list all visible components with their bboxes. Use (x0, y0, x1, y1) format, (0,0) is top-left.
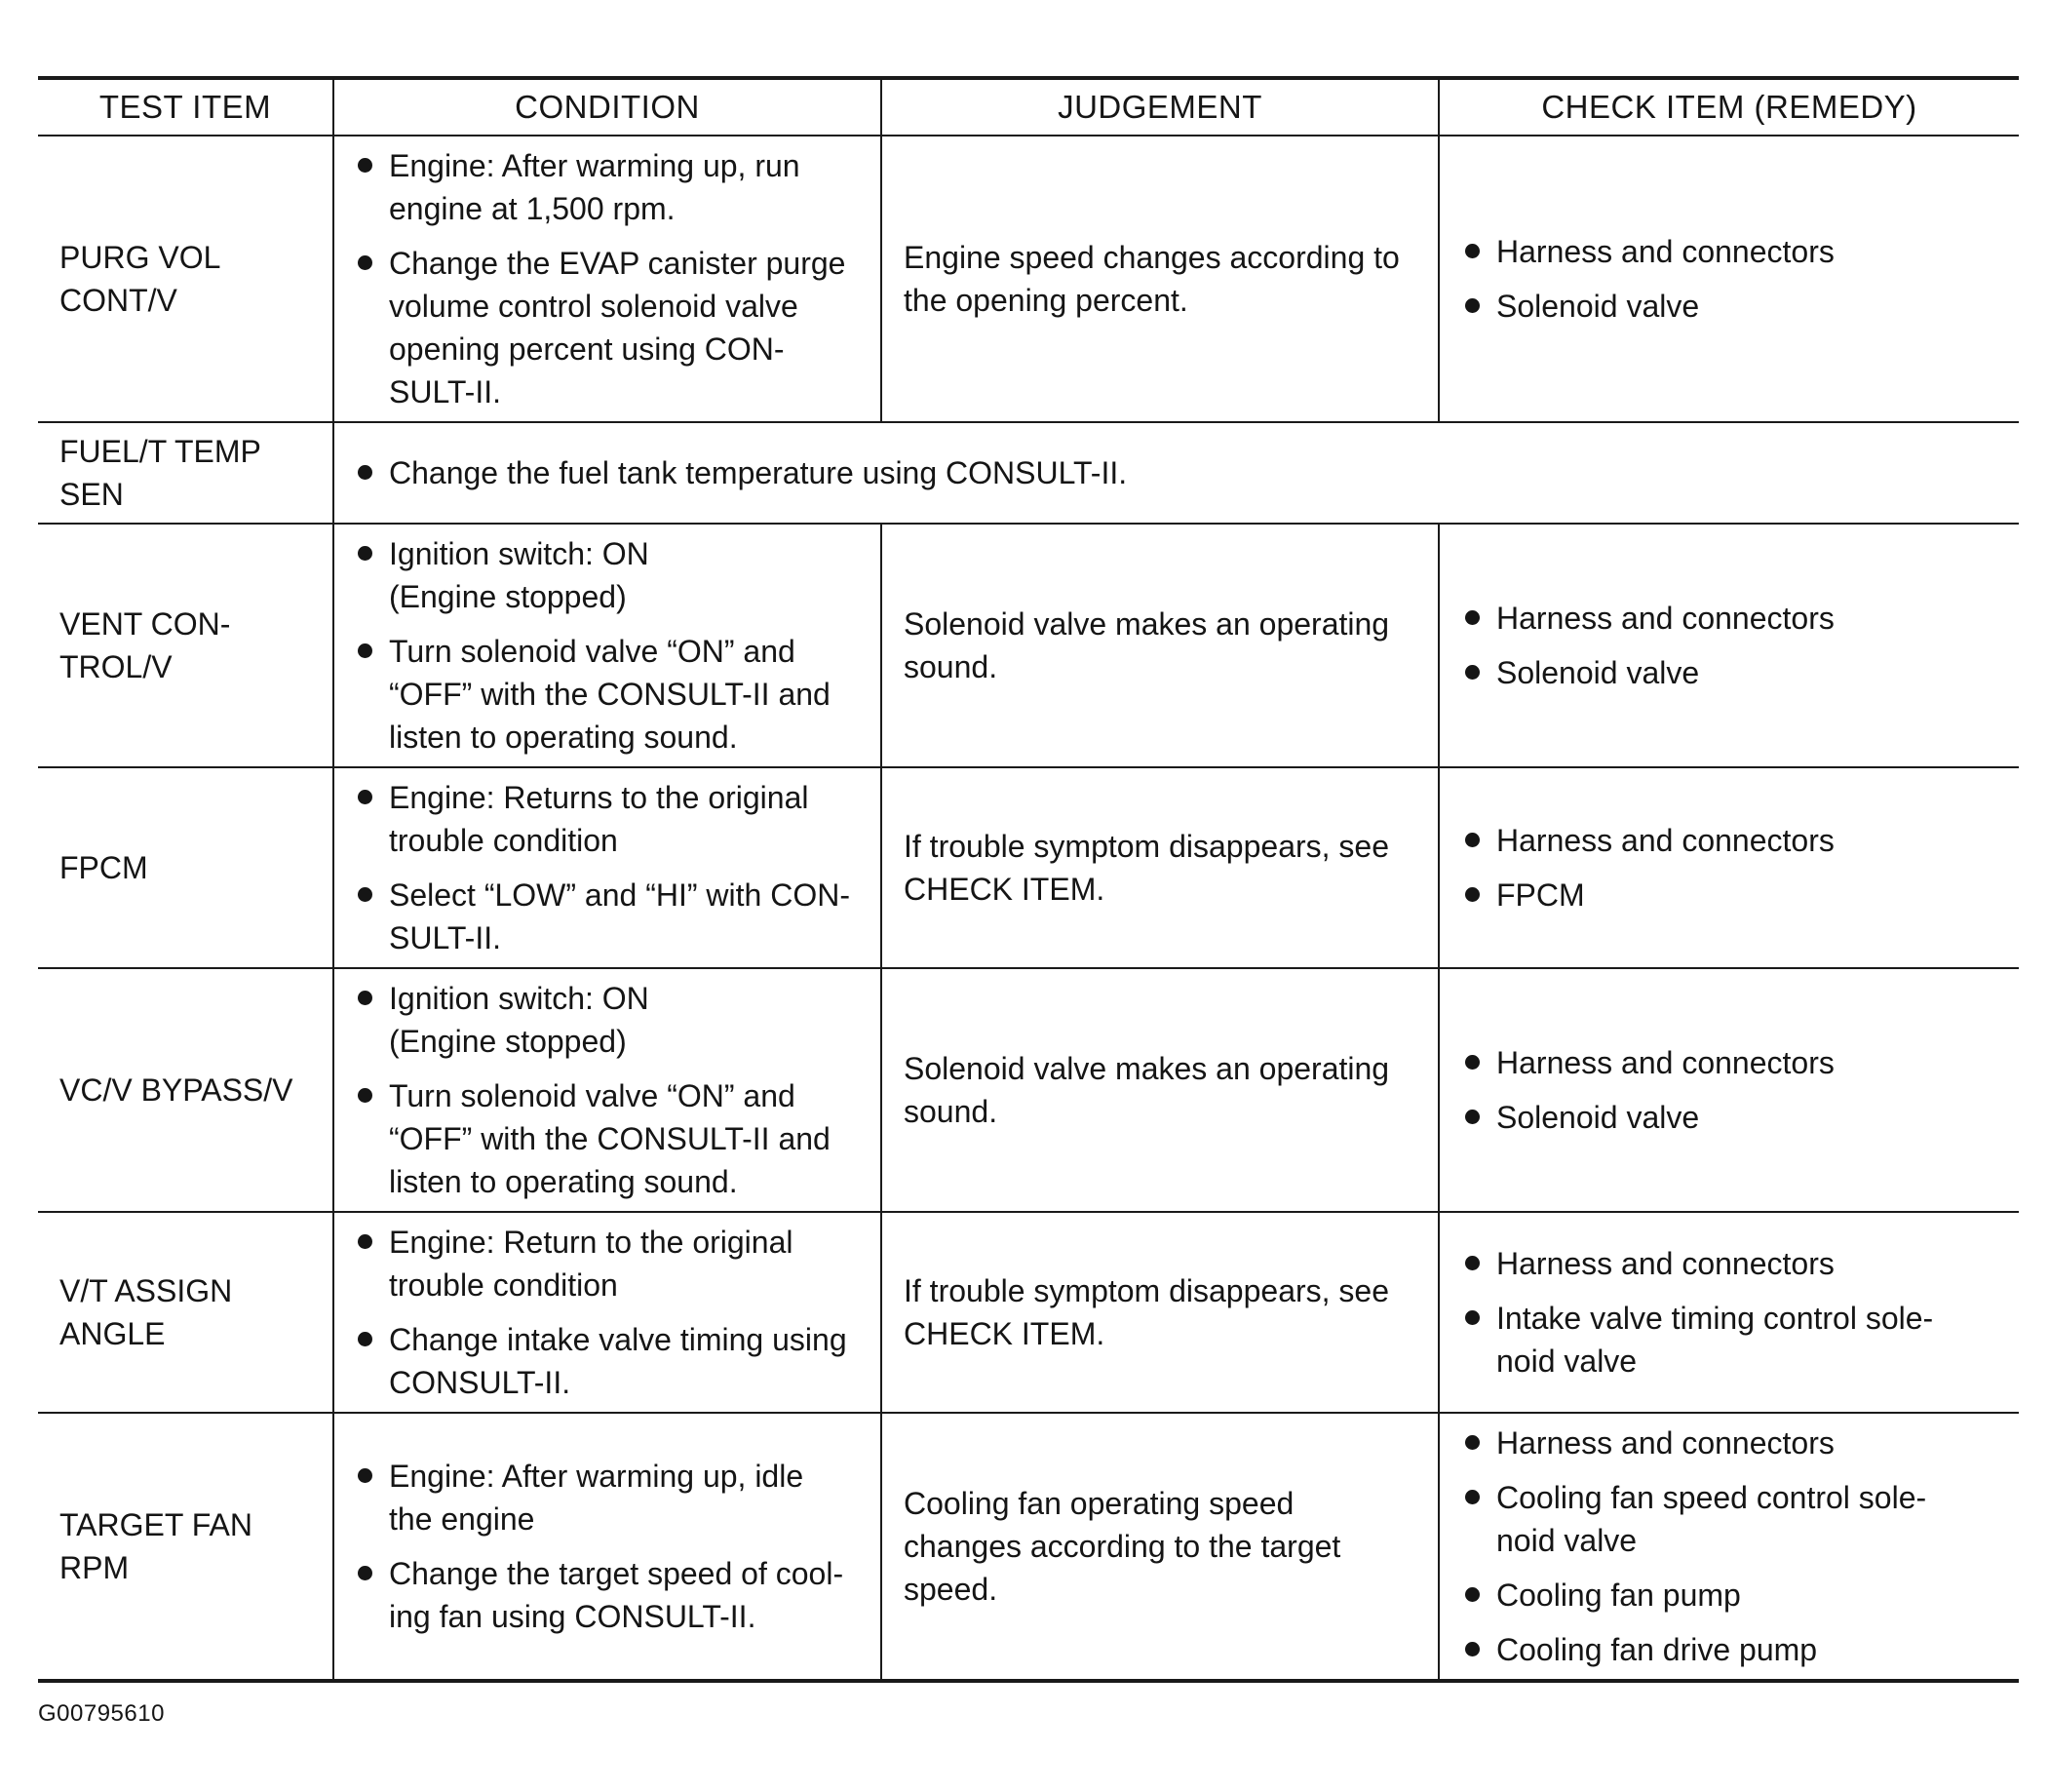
check-bullet: Cooling fan pump (1463, 1574, 2003, 1617)
header-test-item: TEST ITEM (38, 78, 333, 136)
condition-bullet: Select “LOW” and “HI” with CON- SULT-II. (356, 874, 870, 959)
check-bullet: Solenoid valve (1463, 651, 2003, 694)
condition-span-cell (333, 422, 2019, 524)
check-bullet: Harness and connectors (1463, 819, 2003, 862)
header-judgement: JUDGEMENT (881, 78, 1439, 136)
condition-cell (333, 136, 881, 422)
judgement-cell: Engine speed changes according to the opening percent. (881, 136, 1439, 422)
check-item-cell (1439, 968, 2019, 1212)
test-item-cell: FPCM (38, 767, 333, 968)
check-bullet: Intake valve timing control sole- noid valve (1463, 1297, 2003, 1383)
condition-cell (333, 767, 881, 968)
condition-list (356, 1221, 870, 1404)
condition-bullet: Turn solenoid valve “ON” and “OFF” with the CONSULT-II and listen to operating sound. (356, 1074, 870, 1203)
condition-bullet: Change the target speed of cool- ing fan using CONSULT-II. (356, 1552, 870, 1638)
condition-list (356, 532, 870, 759)
check-bullet: Harness and connectors (1463, 1041, 2003, 1084)
condition-list (356, 1455, 870, 1638)
condition-bullet: Engine: Return to the original trouble condition (356, 1221, 870, 1306)
condition-list (356, 451, 2009, 494)
condition-bullet: Engine: After warming up, run engine at 1,500 rpm. (356, 144, 870, 230)
table-row (38, 524, 2019, 767)
test-item-table (38, 76, 2019, 1683)
test-item-cell: VENT CON- TROL/V (38, 524, 333, 767)
table-row (38, 968, 2019, 1212)
check-list (1463, 597, 2003, 694)
condition-bullet: Ignition switch: ON (Engine stopped) (356, 977, 870, 1063)
table-row (38, 422, 2019, 524)
check-list (1463, 1422, 2003, 1671)
table-row (38, 1413, 2019, 1681)
check-list (1463, 819, 2003, 916)
test-item-cell: V/T ASSIGN ANGLE (38, 1212, 333, 1413)
header-row (38, 78, 2019, 136)
header-check-item: CHECK ITEM (REMEDY) (1439, 78, 2019, 136)
check-bullet: Harness and connectors (1463, 597, 2003, 640)
check-item-cell (1439, 1413, 2019, 1681)
check-bullet: FPCM (1463, 874, 2003, 916)
test-item-cell: TARGET FAN RPM (38, 1413, 333, 1681)
judgement-cell: Solenoid valve makes an operating sound. (881, 524, 1439, 767)
condition-cell (333, 968, 881, 1212)
judgement-cell: If trouble symptom disappears, see CHECK ITEM. (881, 767, 1439, 968)
check-list (1463, 1041, 2003, 1139)
condition-bullet: Engine: After warming up, idle the engine (356, 1455, 870, 1540)
check-bullet: Harness and connectors (1463, 1422, 2003, 1464)
condition-bullet: Engine: Returns to the original trouble condition (356, 776, 870, 862)
condition-bullet: Change intake valve timing using CONSULT-II. (356, 1318, 870, 1404)
table-row (38, 136, 2019, 422)
check-item-cell (1439, 136, 2019, 422)
judgement-cell: Solenoid valve makes an operating sound. (881, 968, 1439, 1212)
condition-cell (333, 524, 881, 767)
condition-bullet: Turn solenoid valve “ON” and “OFF” with the CONSULT-II and listen to operating sound. (356, 630, 870, 759)
test-item-cell: PURG VOL CONT/V (38, 136, 333, 422)
condition-bullet: Change the fuel tank temperature using CONSULT-II. (356, 451, 2009, 494)
test-item-cell: VC/V BYPASS/V (38, 968, 333, 1212)
check-bullet: Cooling fan drive pump (1463, 1628, 2003, 1671)
check-bullet: Cooling fan speed control sole- noid valve (1463, 1476, 2003, 1562)
check-bullet: Solenoid valve (1463, 1096, 2003, 1139)
check-bullet: Harness and connectors (1463, 1242, 2003, 1285)
condition-list (356, 144, 870, 413)
condition-bullet: Change the EVAP canister purge volume control solenoid valve opening percent using CON- SULT-II. (356, 242, 870, 413)
check-item-cell (1439, 1212, 2019, 1413)
judgement-cell: Cooling fan operating speed changes according to the target speed. (881, 1413, 1439, 1681)
check-list (1463, 230, 2003, 328)
condition-cell (333, 1413, 881, 1681)
check-item-cell (1439, 524, 2019, 767)
table-row (38, 767, 2019, 968)
condition-list (356, 776, 870, 959)
judgement-cell: If trouble symptom disappears, see CHECK ITEM. (881, 1212, 1439, 1413)
check-bullet: Harness and connectors (1463, 230, 2003, 273)
condition-list (356, 977, 870, 1203)
figure-id: G00795610 (38, 1700, 165, 1727)
condition-cell (333, 1212, 881, 1413)
test-item-cell: FUEL/T TEMP SEN (38, 422, 333, 524)
condition-bullet: Ignition switch: ON (Engine stopped) (356, 532, 870, 618)
check-item-cell (1439, 767, 2019, 968)
table-row (38, 1212, 2019, 1413)
header-condition: CONDITION (333, 78, 881, 136)
check-list (1463, 1242, 2003, 1383)
check-bullet: Solenoid valve (1463, 285, 2003, 328)
